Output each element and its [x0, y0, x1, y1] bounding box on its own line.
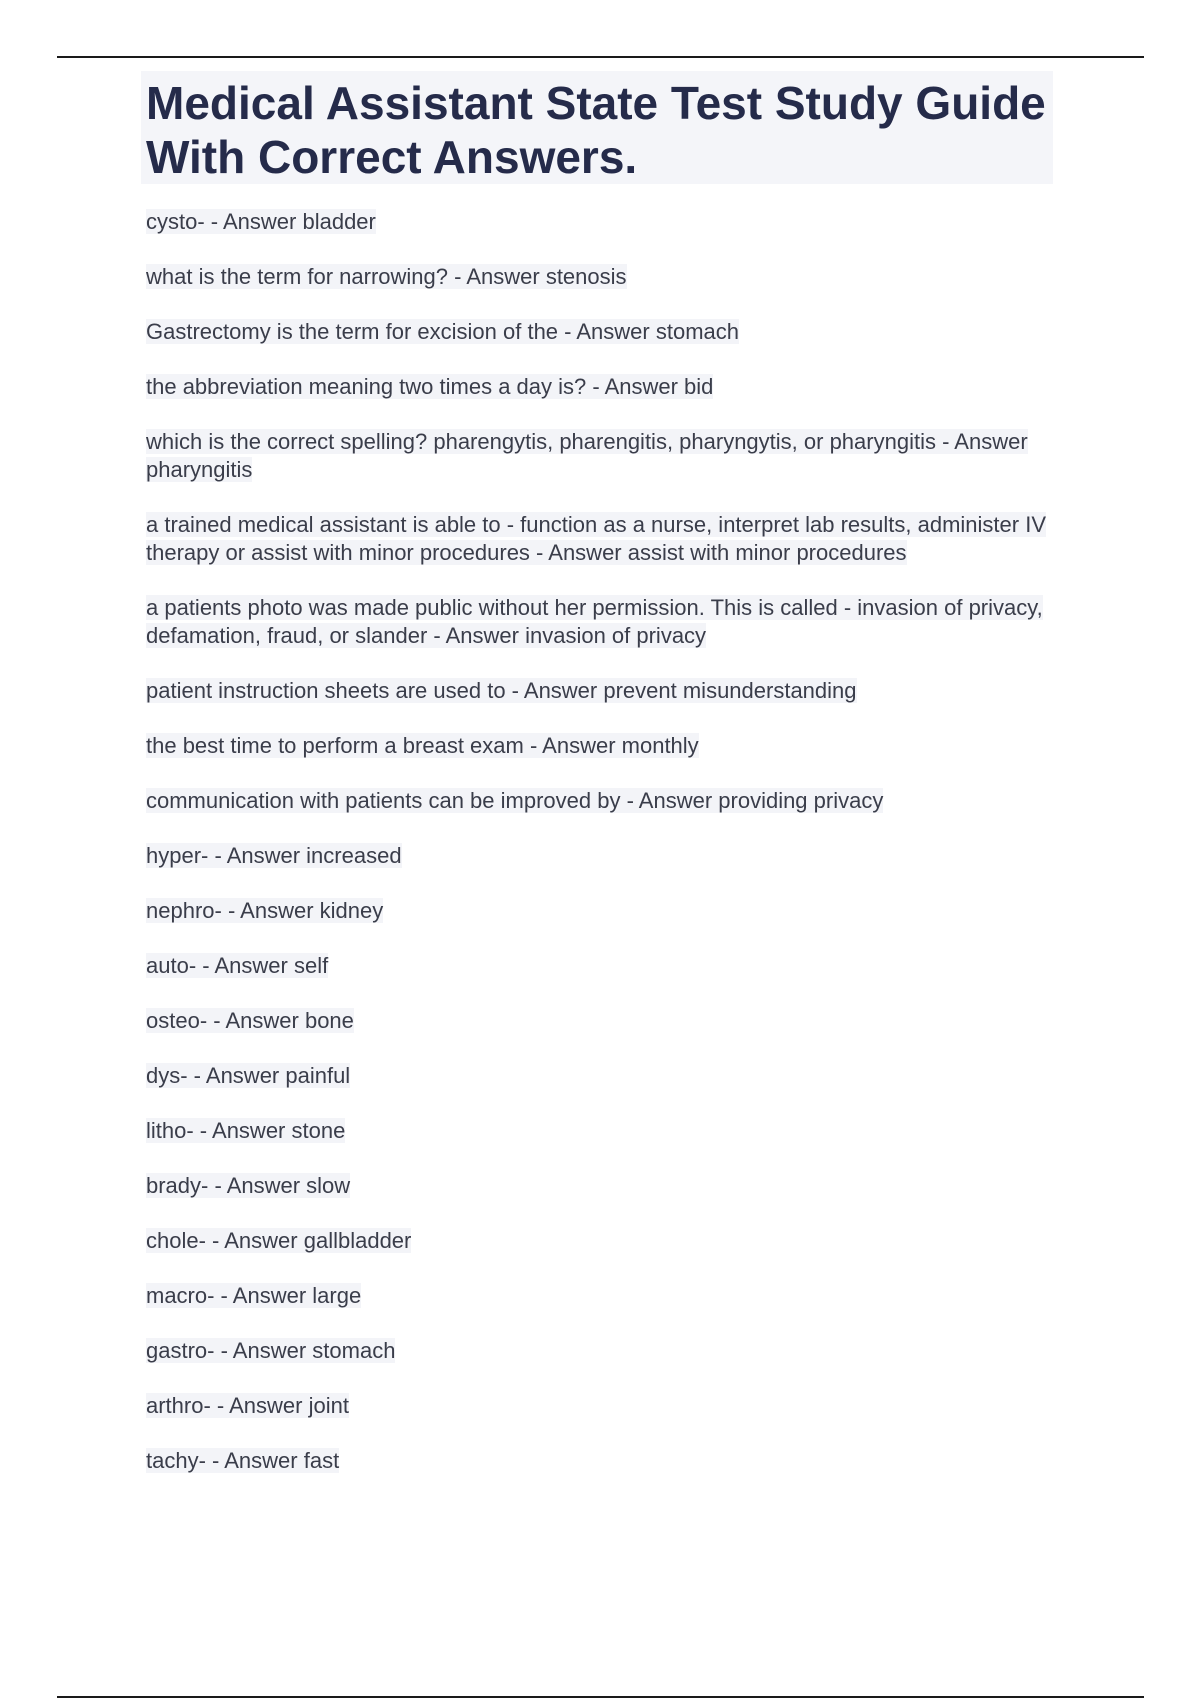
title-block — [141, 71, 1053, 184]
page-title: Medical Assistant State Test Study Guide With Correct Answers. — [146, 77, 1046, 183]
qa-text: patient instruction sheets are used to - Answer prevent misunderstanding — [146, 678, 857, 703]
qa-item — [146, 318, 1046, 346]
qa-text: arthro- - Answer joint — [146, 1393, 349, 1418]
qa-item — [146, 952, 1046, 980]
qa-item — [146, 842, 1046, 870]
qa-text: the abbreviation meaning two times a day is? - Answer bid — [146, 374, 714, 399]
qa-item — [146, 1227, 1046, 1255]
qa-item — [146, 787, 1046, 815]
qa-text: litho- - Answer stone — [146, 1118, 346, 1143]
bottom-divider — [57, 1696, 1144, 1698]
qa-item — [146, 1282, 1046, 1310]
qa-text: Gastrectomy is the term for excision of the - Answer stomach — [146, 319, 739, 344]
top-divider — [57, 56, 1144, 58]
qa-text: macro- - Answer large — [146, 1283, 362, 1308]
qa-text: what is the term for narrowing? - Answer stenosis — [146, 264, 627, 289]
qa-item — [146, 1117, 1046, 1145]
qa-item — [146, 1172, 1046, 1200]
qa-text: the best time to perform a breast exam - Answer monthly — [146, 733, 699, 758]
qa-item — [146, 1062, 1046, 1090]
qa-text: which is the correct spelling? pharengytis, pharengitis, pharyngytis, or pharyngitis - Answer pharyngitis — [146, 429, 1028, 482]
qa-text: brady- - Answer slow — [146, 1173, 351, 1198]
qa-text: chole- - Answer gallbladder — [146, 1228, 412, 1253]
qa-text: hyper- - Answer increased — [146, 843, 402, 868]
qa-item — [146, 732, 1046, 760]
qa-text: a trained medical assistant is able to - function as a nurse, interpret lab results, administer IV therapy or assist with minor procedures - Answer assist with minor procedures — [146, 512, 1046, 565]
qa-list — [146, 208, 1046, 1475]
qa-text: tachy- - Answer fast — [146, 1448, 340, 1473]
qa-item — [146, 1392, 1046, 1420]
qa-item — [146, 1447, 1046, 1475]
qa-text: gastro- - Answer stomach — [146, 1338, 396, 1363]
qa-item — [146, 373, 1046, 401]
qa-item — [146, 208, 1046, 236]
qa-item — [146, 897, 1046, 925]
qa-text: nephro- - Answer kidney — [146, 898, 384, 923]
qa-item — [146, 677, 1046, 705]
qa-text: dys- - Answer painful — [146, 1063, 351, 1088]
qa-text: communication with patients can be improved by - Answer providing privacy — [146, 788, 884, 813]
qa-item — [146, 1007, 1046, 1035]
qa-text: auto- - Answer self — [146, 953, 329, 978]
qa-item — [146, 428, 1046, 484]
qa-item — [146, 263, 1046, 291]
qa-item — [146, 1337, 1046, 1365]
qa-text: a patients photo was made public without her permission. This is called - invasion of privacy, defamation, fraud, or slander - Answer invasion of privacy — [146, 595, 1043, 648]
qa-text: osteo- - Answer bone — [146, 1008, 354, 1033]
qa-item — [146, 511, 1046, 567]
qa-item — [146, 594, 1046, 650]
qa-text: cysto- - Answer bladder — [146, 209, 376, 234]
